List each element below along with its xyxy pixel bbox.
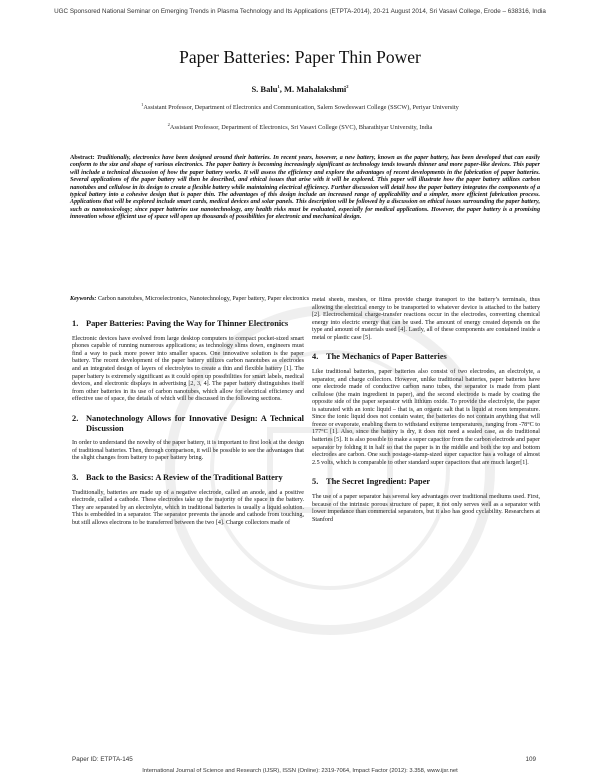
section-4-number: 4. [312, 352, 319, 362]
affiliation-1-sup: 1 [141, 101, 144, 107]
author-1: S. Balu [251, 84, 278, 94]
section-5-body: The use of a paper separator has several key advantages over traditional mediums used. First, because of the intrinsic porous structure of paper, it not only serves well as a separator with lower impedance than commercial separators, but it also has good cyclability. Researchers at Stanford [312, 493, 540, 523]
section-4-title: The Mechanics of Paper Batteries [326, 352, 447, 362]
section-2-body: In order to understand the novelty of the paper battery, it is important to first look at the design of traditional batteries. Then, through comparison, it will be possible to see the advantages that the slight changes from battery to paper battery bring. [72, 440, 304, 462]
authors-line [0, 84, 600, 94]
footer-journal-info: International Journal of Science and Research (IJSR), ISSN (Online): 2319-7064, Impact Factor (2012): 3.358, www.ijsr.net [142, 768, 458, 774]
affiliation-2-sup: 2 [167, 121, 170, 127]
section-4-heading [312, 352, 540, 362]
right-column [312, 297, 540, 755]
section-1-title: Paper Batteries: Paving the Way for Thinner Electronics [86, 319, 289, 328]
section-1-number: 1. [72, 319, 79, 328]
affiliation-2-text: Assistant Professor, Department of Electronics, Sri Vasavi College (SVC), Bharathiyar University, India [169, 124, 433, 131]
affiliation-1 [40, 101, 560, 111]
author-2-sup: 2 [346, 84, 349, 90]
abstract-text: Traditionally, electronics have been designed around their batteries. In recent years, however, a new battery, known as the paper battery, has been developed that can easily conform to the size and shape of various electronics. The paper battery is becoming increasingly significant as technology tends towards thinner and more paper-like devices. This paper will include a technical discussion of how the paper battery works. It will assess the efficiency and explore the advantages of recent developments in the fabrication of paper batteries. Several applications of the paper battery will then be described, and ethical issues that arise with it will be explored. This paper will illustrate how the paper battery utilizes carbon nanotubes and cellulose in its design to create a flexible battery while maintaining electrical efficiency. Further discussion will detail how the paper battery integrates the components of a typical battery into a cohesive design that is paper thin. The advantages of this design include an increased range of applicability and a simpler, more efficient fabrication process. Applications that will be explored include smart cards, medical devices and solar panels. This description will be followed by a discussion on ethical issues surrounding the paper battery, such as nanotoxicology; since paper batteries use nanotechnology, any health risks must be evaluated, especially for medical applications. However, the paper battery is a promising innovation whose efficient use of space will open up thousands of possibilities for electronic and mechanical design. [70, 155, 540, 221]
section-2-title: Nanotechnology Allows for Innovative Design: A Technical Discussion [86, 413, 304, 433]
footer-paper-id: Paper ID: ETPTA-145 [72, 756, 133, 763]
section-3-body: Traditionally, batteries are made up of a negative electrode, called an anode, and a positive electrode, called a cathode. These electrodes take up the majority of the space in the battery. They are separated by an electrolyte, which in traditional batteries is usually a liquid solution. This is embedded in a separator. The separator prevents the anode and cathode from touching, but still allows electrons to be transferred between the two [4]. Charge collectors made of [72, 489, 304, 526]
section-1-body: Electronic devices have evolved from large desktop computers to compact pocket-sized smart phones capable of running numerous applications; as technology slims down, engineers must find a way to pack more power into smaller spaces. One innovative solution is the paper battery. The recent development of the paper battery utilizes carbon nanotubes as electrodes and an integrated design of layers of electrolytes to create a thin and flexible battery [1]. The paper battery is extremely significant as it could open up possibilities for smart labels, medical devices, and electronic displays in advertising [2, 3, 4]. The paper battery distinguishes itself from other batteries in its use of carbon nanotubes, which allow for electrical efficiency and effective use of space, the details of which will be discussed in the following sections. [72, 335, 304, 403]
section-5-heading [312, 477, 540, 487]
author-2: M. Mahalakshmi [283, 84, 347, 94]
keywords-label: Keywords: [70, 296, 97, 302]
section-5-number: 5. [312, 477, 319, 487]
keywords-text: Carbon nanotubes, Microelectronics, Nanotechnology, Paper battery, Paper electronics [97, 296, 310, 302]
author-1-sup: 1 [277, 84, 280, 90]
paper-title: Paper Batteries: Paper Thin Power [179, 47, 421, 67]
section-3-heading [72, 473, 304, 483]
section-3-body-continued: metal sheets, meshes, or films provide charge transport to the battery’s terminals, thus allowing the electrical energy to be transported to whatever device is attached to the battery [2]. Electrochemical charge-transfer reactions occur in the electrodes, converting chemical energy into electric energy that can be used. The amount of energy created depends on the type and amount of materials used [4]. Lastly, all of these components are contained inside a metal or plastic case [5]. [312, 297, 540, 341]
abstract [70, 155, 540, 222]
affiliation-1-text: Assistant Professor, Department of Electronics and Communication, Salem Sowdeswari College (SSCW), Periyar University [143, 104, 459, 111]
section-3-number: 3. [72, 472, 79, 482]
section-2-number: 2. [72, 413, 79, 423]
affiliation-2 [40, 121, 560, 131]
section-5-title: The Secret Ingredient: Paper [326, 477, 431, 487]
conference-header: UGC Sponsored National Seminar on Emerging Trends in Plasma Technology and Its Applications (ETPTA-2014), 20-21 August 2014, Sri Vasavi College, Erode – 638316, India [54, 8, 546, 15]
section-2-heading [72, 414, 304, 434]
section-4-body: Like traditional batteries, paper batteries also consist of two electrodes, an electrolyte, a separator, and charge collectors. However, unlike traditional batteries, paper batteries have one electrode made of conductive carbon nano tubes, the separator is made from plant cellulose (the main ingredient in paper), and the second electrode is made by coating the opposite side of the paper separator with lithium oxide. To provide the electrolyte, the paper is saturated with an ionic liquid – that is, an organic salt that is liquid at room temperature. Since the ionic liquid does not contain water, the batteries do not contain anything that will freeze or evaporate, enabling them to withstand extreme temperatures, ranging from -78°C to 177°C [1]. Also, since the battery is dry, it does not need a sealed case, as do traditional batteries [5]. It is also possible to make a super capacitor from the carbon electrode and paper separator by folding it in half so that the paper is in the middle and both the top and bottom electrodes are carbon. One such postage-stamp-sized super capacitor has a voltage of almost 2.5 volts, which is comparable to other standard super capacitors that are much larger[1]. [312, 369, 540, 466]
left-column [72, 316, 304, 756]
abstract-label: Abstract: [70, 155, 95, 161]
author-separator: , [279, 84, 284, 94]
footer-page-number: 109 [525, 756, 536, 763]
section-3-title: Back to the Basics: A Review of the Traditional Battery [86, 472, 283, 482]
section-1-heading [72, 319, 304, 329]
